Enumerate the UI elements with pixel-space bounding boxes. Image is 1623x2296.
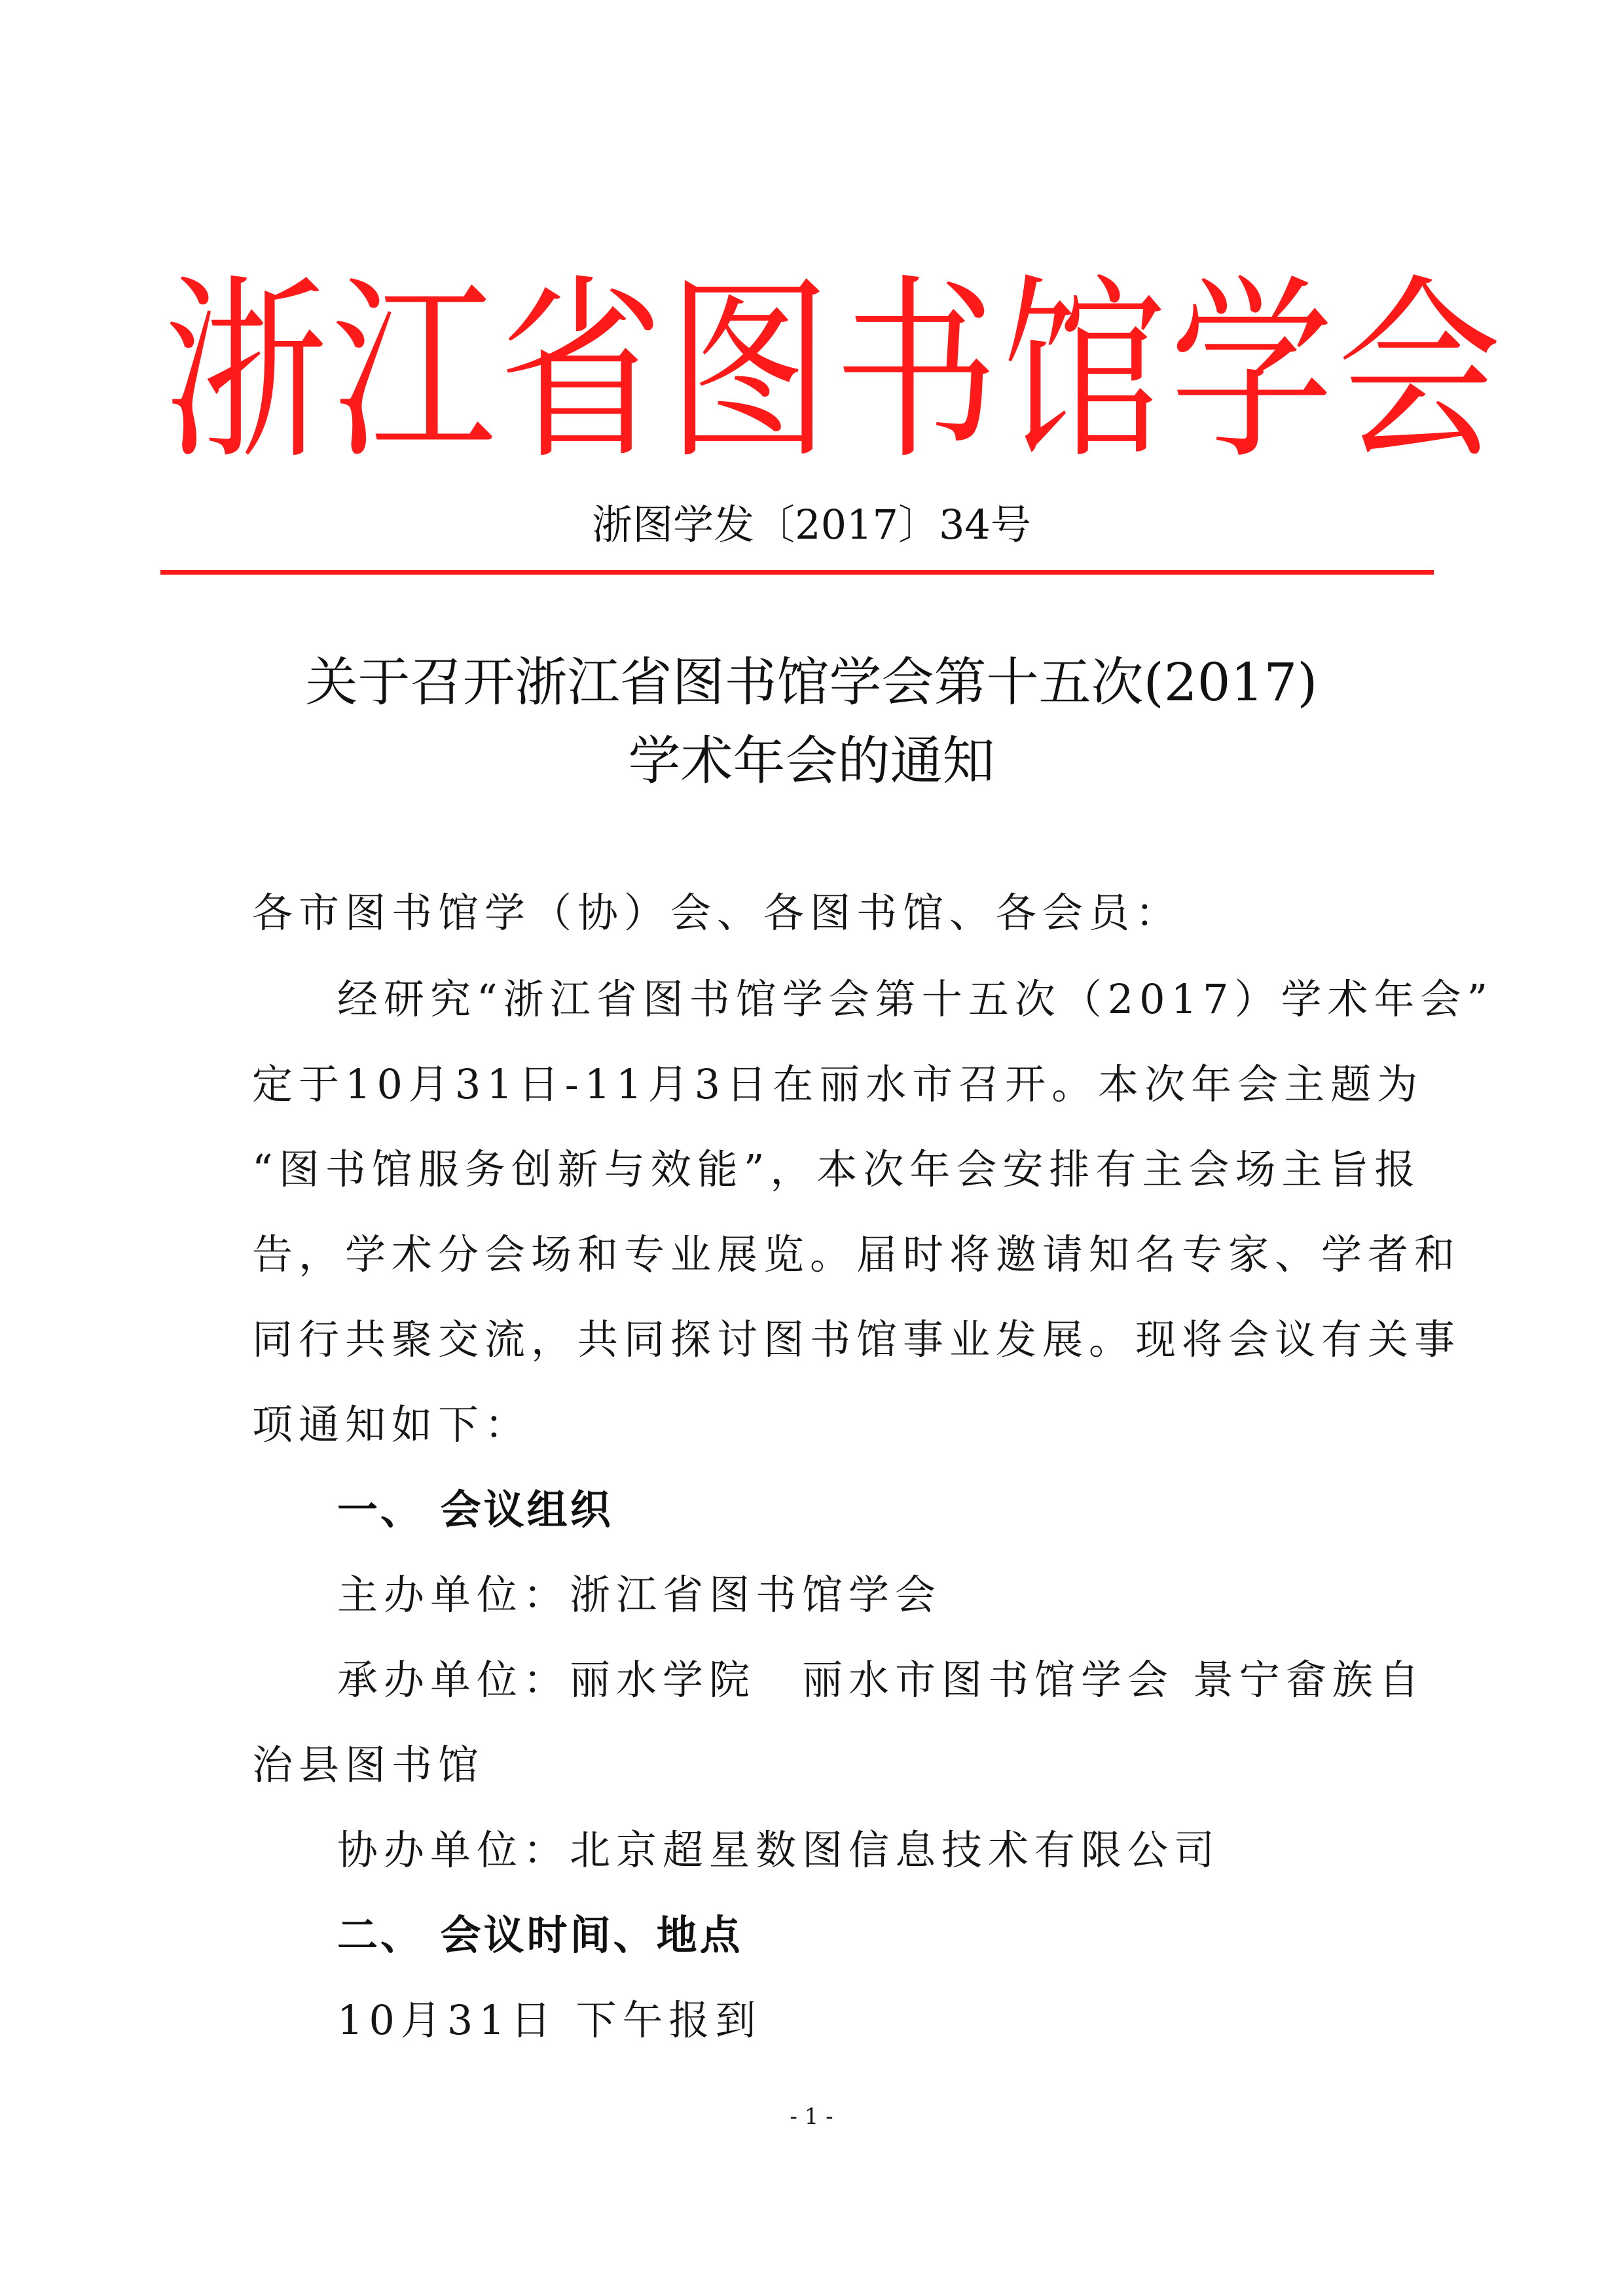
document-number: 浙图学发〔2017〕34号 xyxy=(592,501,1031,548)
section-heading-time-place: 二、 会议时间、地点 xyxy=(337,1911,743,1959)
salutation: 各市图书馆学（协）会、各图书馆、各会员： xyxy=(252,889,1182,937)
registration-time: 10月31日 下午报到 xyxy=(337,1996,762,2044)
section-heading-organization: 一、 会议组织 xyxy=(337,1486,613,1534)
letterhead-org-name: 浙江省图书馆学会 xyxy=(164,257,1505,486)
paragraph-line: 告，学术分会场和专业展览。届时将邀请知名专家、学者和 xyxy=(252,1230,1461,1278)
organizer-unit: 承办单位：丽水学院 丽水市图书馆学会 景宁畲族自 xyxy=(337,1656,1425,1704)
notice-title-line-1: 关于召开浙江省图书馆学会第十五次(2017) xyxy=(305,652,1318,713)
letterhead-divider xyxy=(160,570,1434,575)
paragraph-line: 定于10月31日-11月3日在丽水市召开。本次年会主题为 xyxy=(252,1060,1424,1108)
paragraph-line: 项通知如下： xyxy=(252,1401,532,1448)
co-organizer-unit: 协办单位：北京超星数图信息技术有限公司 xyxy=(337,1826,1221,1874)
page-number: - 1 - xyxy=(790,2104,833,2130)
paragraph-line: 同行共聚交流，共同探讨图书馆事业发展。现将会议有关事 xyxy=(252,1316,1461,1363)
organizer-unit-continued: 治县图书馆 xyxy=(252,1741,485,1789)
paragraph-line: 经研究“浙江省图书馆学会第十五次（2017）学术年会” xyxy=(337,975,1494,1023)
host-unit: 主办单位：浙江省图书馆学会 xyxy=(337,1571,942,1619)
paragraph-line: “图书馆服务创新与效能”，本次年会安排有主会场主旨报 xyxy=(252,1145,1421,1193)
notice-title-line-2: 学术年会的通知 xyxy=(628,730,995,791)
